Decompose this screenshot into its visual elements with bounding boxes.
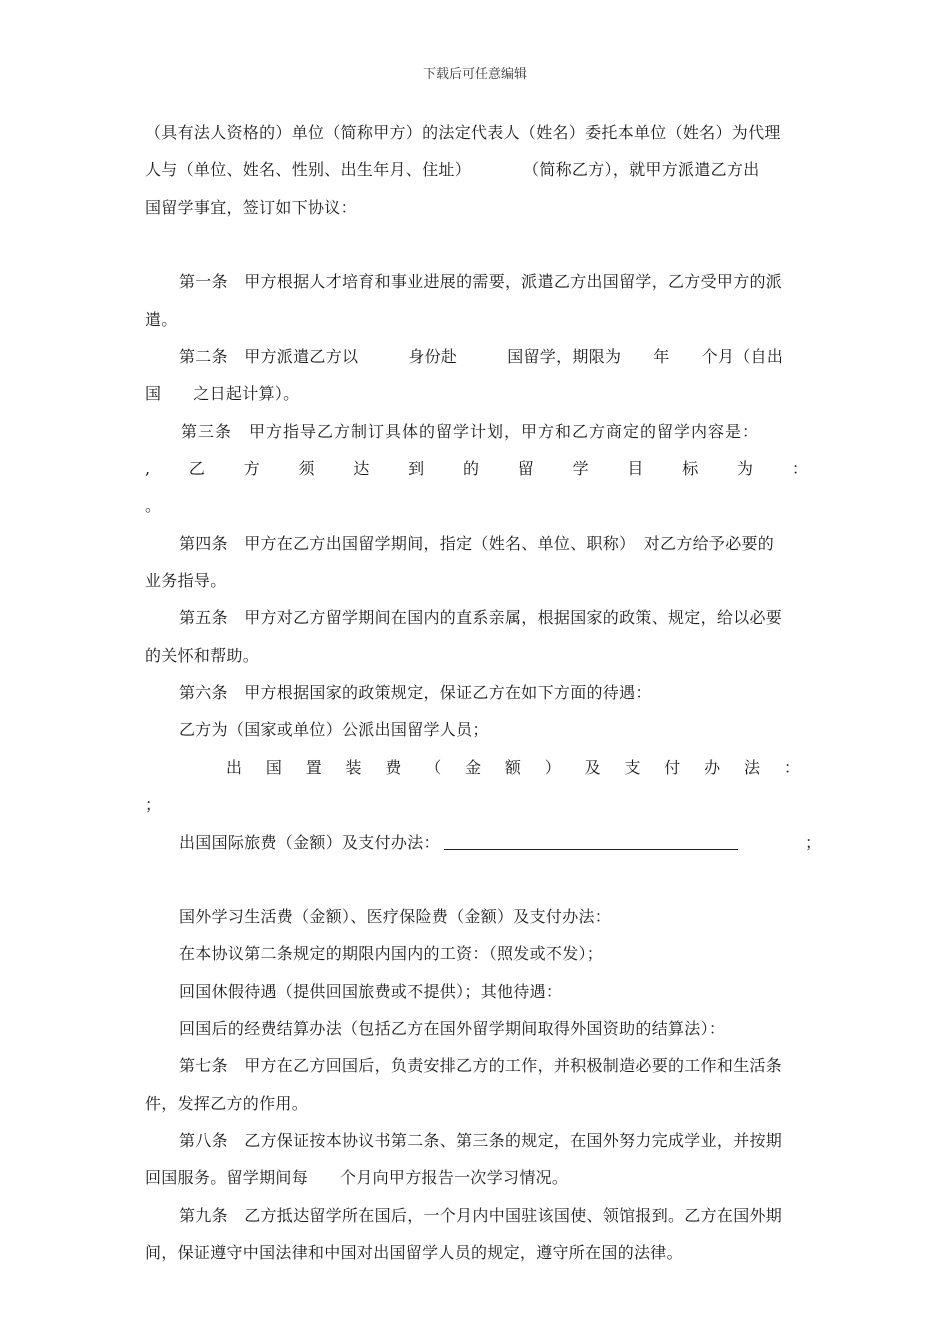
article-2-text-c: 国留学，期限为 [507, 347, 622, 366]
spread-char: 乙 [188, 459, 205, 478]
spread-char: 额 [504, 758, 521, 777]
article-6-travel-line [179, 833, 738, 853]
article-2-text-d: 年 [653, 347, 670, 366]
spread-char: 达 [353, 459, 370, 478]
intro-line-2 [145, 160, 760, 180]
article-1-line-1: 第一条 甲方根据人才培育和事业进展的需要，派遣乙方出国留学，乙方受甲方的派 [179, 272, 783, 291]
spread-char: , [145, 459, 151, 478]
article-6-settle-line: 回国后的经费结算办法（包括乙方在国外留学期间取得外国资助的结算法）： [179, 1019, 726, 1038]
article-3-end: 。 [145, 496, 162, 515]
spread-char: 出 [226, 758, 243, 777]
article-6-spread-line [226, 758, 800, 778]
article-4-line-2: 业务指导。 [145, 571, 227, 590]
article-6-leave-line: 回国休假待遇（提供回国旅费或不提供）；其他待遇： [179, 982, 563, 1001]
article-7-line-1: 第七条 甲方在乙方回国后，负责安排乙方的工作，并积极制造必要的工作和生活条 [179, 1056, 783, 1075]
article-2-text-e: 个月（自出 [701, 347, 784, 366]
intro-line-3: 国留学事宜，签订如下协议： [145, 198, 357, 217]
spread-char: 金 [465, 758, 482, 777]
intro-line-2a: 人与（单位、姓名、性别、出生年月、住址） [145, 160, 472, 179]
spread-char: 置 [305, 758, 322, 777]
travel-fee-blank[interactable] [444, 833, 738, 850]
page-header: 下载后可任意编辑 [422, 67, 527, 82]
spread-char: 支 [624, 758, 641, 777]
spread-char: 办 [704, 758, 721, 777]
article-2-line-2 [145, 384, 299, 404]
spread-char: 国 [265, 758, 282, 777]
article-5-line-1: 第五条 甲方对乙方留学期间在国内的直系亲属，根据国家的政策、规定，给以必要 [179, 608, 783, 627]
article-5-line-2: 的关怀和帮助。 [145, 646, 260, 665]
article-6-line-2: 乙方为（国家或单位）公派出国留学人员； [179, 720, 489, 739]
article-8-text-b: 个月向甲方报告一次学习情况。 [340, 1168, 569, 1187]
spread-char: 目 [627, 459, 644, 478]
spread-char: 法 [743, 758, 760, 777]
spread-char: （ [425, 758, 442, 777]
article-8-line-1: 第八条 乙方保证按本协议书第二条、第三条的规定，在国外努力完成学业，并按期 [179, 1131, 783, 1150]
article-6-living-line: 国外学习生活费（金额）、医疗保险费（金额）及支付办法： [179, 907, 612, 926]
spread-char: 装 [345, 758, 362, 777]
article-1-line-2: 遣。 [145, 310, 178, 329]
article-8-text-a: 回国服务。留学期间每 [145, 1168, 309, 1187]
spread-char: 为 [737, 459, 754, 478]
intro-line-2b: （简称乙方），就甲方派遣乙方出 [523, 160, 760, 179]
intro-line-1: （具有法人资格的）单位（简称甲方）的法定代表人（姓名）委托本单位（姓名）为代理 [145, 123, 781, 142]
spread-char: 费 [385, 758, 402, 777]
article-6-semicolon-2: ； [805, 833, 822, 852]
spread-char: 学 [572, 459, 589, 478]
spread-char: 的 [462, 459, 479, 478]
article-6-line-1: 第六条 甲方根据国家的政策规定，保证乙方在如下方面的待遇： [179, 683, 652, 702]
spread-char: ： [783, 758, 800, 777]
spread-char: 到 [408, 459, 425, 478]
spread-char: ： [791, 459, 808, 478]
article-8-line-2 [145, 1168, 568, 1188]
article-4-line-1: 第四条 甲方在乙方出国留学期间，指定（姓名、单位、职称） 对乙方给予必要的 [179, 534, 775, 553]
travel-fee-label: 出国国际旅费（金额）及支付办法： [179, 833, 440, 852]
article-3-spread-line [145, 459, 808, 479]
spread-char: 付 [664, 758, 681, 777]
spread-char: 留 [517, 459, 534, 478]
article-2-text-a: 第二条 甲方派遣乙方以 [179, 347, 359, 366]
article-2-text-f: 国 [145, 384, 162, 403]
spread-char: ） [544, 758, 561, 777]
article-2-text-b: 身份赴 [408, 347, 458, 366]
spread-char: 方 [243, 459, 260, 478]
article-6-semicolon-1: ； [145, 795, 162, 814]
article-9-line-1: 第九条 乙方抵达留学所在国后，一个月内中国驻该国使、领馆报到。乙方在国外期 [179, 1206, 783, 1225]
article-2-text-g: 之日起计算）。 [193, 384, 300, 403]
article-6-salary-line: 在本协议第二条规定的期限内国内的工资：（照发或不发）； [179, 944, 604, 963]
article-2-line-1 [179, 347, 783, 367]
spread-char: 标 [682, 459, 699, 478]
article-9-line-2: 间，保证遵守中国法律和中国对出国留学人员的规定，遵守所在国的法律。 [145, 1243, 683, 1262]
article-7-line-2: 件，发挥乙方的作用。 [145, 1094, 309, 1113]
spread-char: 须 [298, 459, 315, 478]
spread-char: 及 [584, 758, 601, 777]
article-3-line-1: 第三条 甲方指导乙方制订具体的留学计划，甲方和乙方商定的留学内容是： [181, 422, 760, 441]
